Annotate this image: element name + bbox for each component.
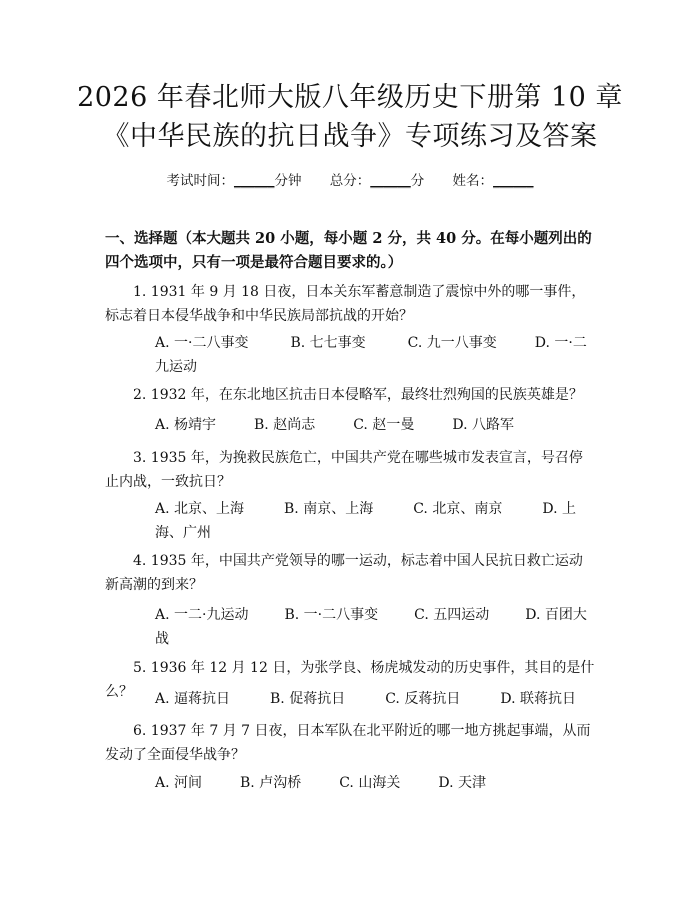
question-stem: 4. 1935 年，中国共产党领导的哪一运动，标志着中国人民抗日救亡运动新高潮的到来？ bbox=[105, 553, 583, 593]
question-stem: 1. 1931 年 9 月 18 日夜，日本关东军蓄意制造了震惊中外的哪一事件，标志着日本侵华战争和中华民族局部抗战的开始？ bbox=[105, 284, 586, 324]
student-name-label: 姓名： bbox=[452, 173, 494, 189]
exam-time-label: 考试时间： bbox=[166, 173, 234, 189]
option-a: A. 逼蒋抗日 bbox=[155, 691, 231, 707]
option-d: D. 八路军 bbox=[452, 417, 514, 433]
question-stem: 6. 1937 年 7 月 7 日夜，日本军队在北平附近的哪一地方挑起事端，从而发动了全面侵华战争？ bbox=[105, 723, 591, 763]
option-b: B. 南京、上海 bbox=[284, 501, 374, 517]
exam-time-unit: 分钟 bbox=[274, 173, 302, 189]
option-c: C. 五四运动 bbox=[414, 607, 490, 623]
exam-time bbox=[166, 169, 301, 189]
option-d: D. 联蒋抗日 bbox=[500, 691, 576, 707]
question-options bbox=[105, 413, 595, 437]
student-name-blank: ______ bbox=[493, 173, 534, 189]
option-a: A. 一二·九运动 bbox=[155, 607, 249, 623]
total-score-label: 总分： bbox=[329, 173, 371, 189]
option-d: D. 百团大战 bbox=[155, 607, 587, 647]
document-title-line-1: 2026 年春北师大版八年级历史下册第 10 章 bbox=[77, 82, 623, 113]
question-options bbox=[105, 687, 595, 711]
option-b: B. 赵尚志 bbox=[254, 417, 316, 433]
option-a: A. 北京、上海 bbox=[155, 501, 245, 517]
question-stem: 2. 1932 年，在东北地区抗击日本侵略军，最终壮烈殉国的民族英雄是？ bbox=[133, 387, 583, 403]
option-d: D. 一·二九运动 bbox=[155, 335, 587, 375]
option-b: B. 一·二八事变 bbox=[284, 607, 379, 623]
total-score-unit: 分 bbox=[410, 173, 425, 189]
option-d: D. 上海、广州 bbox=[155, 501, 576, 541]
question-options bbox=[105, 603, 595, 651]
total-score bbox=[330, 169, 425, 189]
option-c: C. 赵一曼 bbox=[353, 417, 415, 433]
option-d: D. 天津 bbox=[438, 775, 486, 791]
option-a: A. 一·二八事变 bbox=[155, 335, 249, 351]
question-options bbox=[105, 497, 595, 545]
option-c: C. 九一八事变 bbox=[407, 335, 497, 351]
option-b: B. 七七事变 bbox=[290, 335, 366, 351]
question-options bbox=[105, 771, 595, 795]
option-b: B. 促蒋抗日 bbox=[270, 691, 346, 707]
option-a: A. 河间 bbox=[155, 775, 203, 791]
document-title-line-2: 《中华民族的抗日战争》专项练习及答案 bbox=[102, 121, 598, 152]
section-heading: 一、选择题（本大题共 20 小题，每小题 2 分，共 40 分。在每小题列出的四个选项中，只有一项是最符合题目要求的。） bbox=[105, 230, 592, 271]
student-name bbox=[453, 169, 534, 189]
total-score-blank: ______ bbox=[370, 173, 411, 189]
question-options bbox=[105, 331, 595, 379]
option-c: C. 北京、南京 bbox=[413, 501, 503, 517]
exam-meta-line bbox=[0, 169, 700, 189]
question-stem: 5. 1936 年 12 月 12 日，为张学良、杨虎城发动的历史事件，其目的是什么？ bbox=[105, 660, 595, 700]
option-a: A. 杨靖宇 bbox=[155, 417, 217, 433]
question-stem: 3. 1935 年，为挽救民族危亡，中国共产党在哪些城市发表宣言，号召停止内战，一致抗日？ bbox=[105, 450, 583, 490]
option-c: C. 反蒋抗日 bbox=[385, 691, 461, 707]
option-c: C. 山海关 bbox=[339, 775, 401, 791]
exam-time-blank: ______ bbox=[233, 173, 275, 189]
option-b: B. 卢沟桥 bbox=[240, 775, 302, 791]
